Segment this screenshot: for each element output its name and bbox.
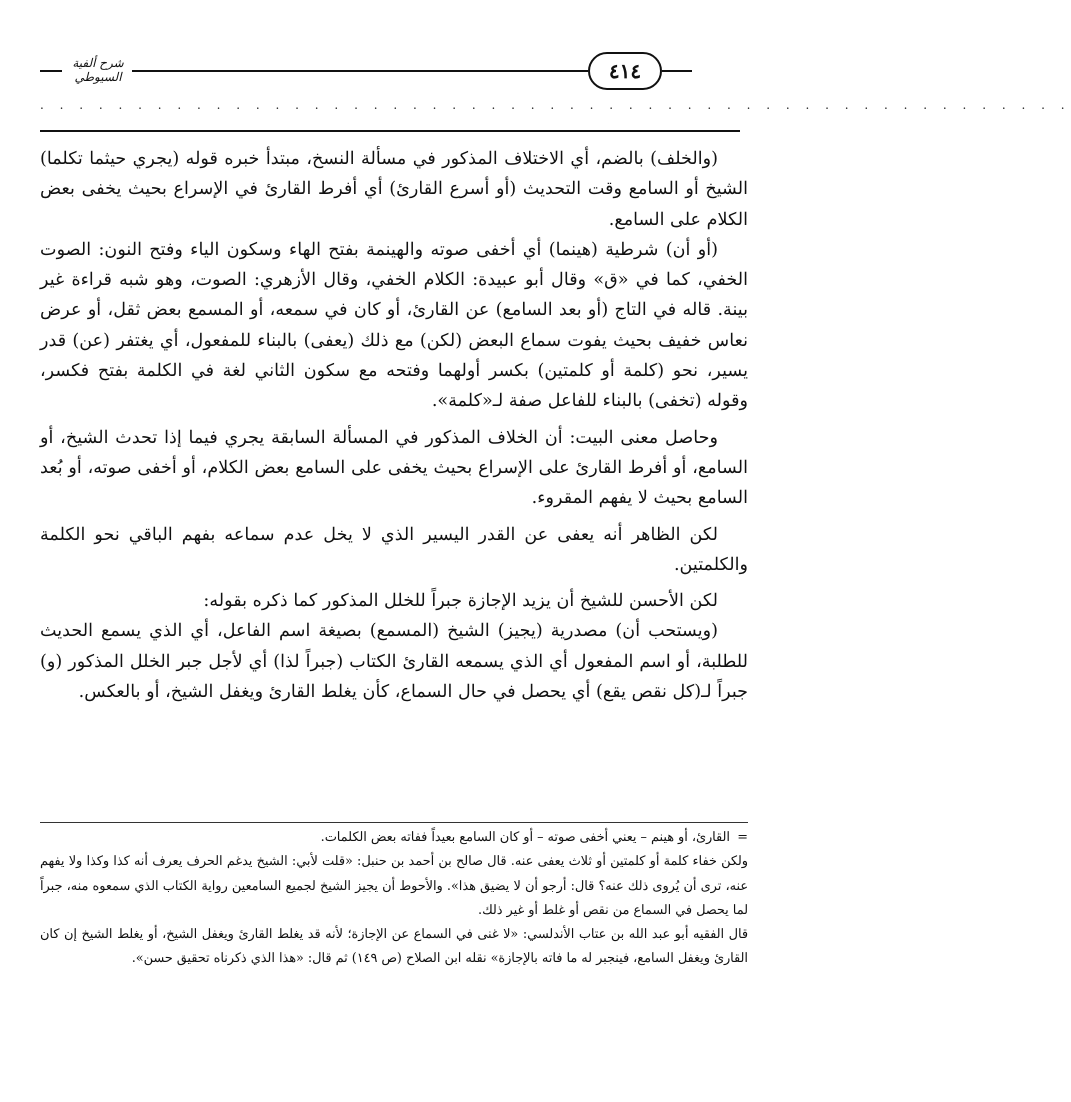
footnote-text: قال الفقيه أبو عبد الله بن عتاب الأندلسي: «لا غنى في السماع عن الإجازة؛ لأنه قد يغلط القارئ ويغفل الشيخ، أو يغلط الشيخ إن كان القارئ ويغفل السامع، فينجبر له ما فاته بالإجازة» نقله ابن الصلاح (ص ١٤٩) ثم قال: «هذا الذي ذكرناه تحقيق حسن». — [40, 927, 748, 967]
footnote-continuation-mark: = — [737, 830, 748, 845]
footnote-text: القارئ، أو هينم – يعني أخفى صوته – أو كان السامع بعيداً ففاته بعض الكلمات. — [320, 830, 730, 845]
dotted-divider: . . . . . . . . . . . . . . . . . . . . . . . . . . . . . . . . . . . . . . . . . . . . . . . . . . . . . — [40, 98, 1071, 112]
paragraph: لكن الظاهر أنه يعفى عن القدر اليسير الذي لا يخل عدم سماعه بفهم الباقي نحو الكلمة والكلمتين. — [40, 524, 748, 575]
footnote-separator — [40, 822, 748, 823]
paragraph: لكن الأحسن للشيخ أن يزيد الإجازة جبراً للخلل المذكور كما ذكره بقوله: — [203, 591, 718, 612]
running-title: شرح ألفية السيوطي — [72, 56, 124, 84]
paragraph: وحاصل معنى البيت: أن الخلاف المذكور في المسألة السابقة يجري فيما إذا تحدث الشيخ، أو السامع، أو أفرط القارئ على الإسراع بحيث يخفى على السامع بعض الكلام، أو أخفى صوته، أو بُعد السامع بحيث لا يفهم المقروء. — [40, 427, 748, 509]
page-number: ٤١٤ — [588, 52, 662, 90]
paragraph: (أو أن) شرطية (هينما) أي أخفى صوته والهينمة بفتح الهاء وسكون الياء وفتح النون: الصوت الخفي، كما في «ق» وقال أبو عبيدة: الكلام الخفي، وقال الأزهري: الصوت، وهو شبه قراءة غير بينة. قاله في التاج (أو بعد السامع) عن القارئ، أو كان في سمعه، أو المسمع بعض ثقل، أو عرض نعاس خفيف بحيث يفوت سماع البعض (لكن) مع ذلك (يعفى) بالبناء للمفعول، أي يغتفر (عن) قدر يسير، نحو (كلمة أو كلمتين) بكسر أولهما وفتحه مع سكون الثاني لغة في الكلمة بفتح فكسر، وقوله (تخفى) بالبناء للفاعل صفة لـ«كلمة». — [40, 239, 748, 412]
paragraph: (والخلف) بالضم، أي الاختلاف المذكور في مسألة النسخ، مبتدأ خبره قوله (يجري حيثما تكلما) الشيخ أو السامع وقت التحديث (أو أسرع القارئ) أي أفرط القارئ في الإسراع بحيث يخفى بعض الكلام على السامع. — [40, 149, 748, 230]
page-header — [40, 52, 740, 92]
header-rule — [662, 70, 692, 72]
header-rule — [40, 70, 62, 72]
footnotes — [40, 826, 748, 972]
footnote-text: ولكن خفاء كلمة أو كلمتين أو ثلاث يعفى عنه. قال صالح بن أحمد بن حنبل: «قلت لأبي: الشيخ يدغم الحرف يعرف أنه كذا وكذا ولا يفهم عنه، ترى أن يُروى ذلك عنه؟ قال: أرجو أن لا يضيق هذا». والأحوط أن يجيز الشيخ لجميع السامعين رواية الكتاب الذي سمعوه منه، جبراً لما يحصل في السماع من نقص أو غلط أو غير ذلك. — [40, 854, 748, 918]
top-rule — [40, 130, 740, 132]
main-text — [40, 144, 748, 707]
header-rule — [132, 70, 588, 72]
paragraph: (ويستحب أن) مصدرية (يجيز) الشيخ (المسمع) بصيغة اسم الفاعل، أي الذي يسمع الحديث للطلبة، أو اسم المفعول أي الذي يسمعه القارئ الكتاب (جبراً لذا) أي لأجل جبر الخلل المذكور (و) جبراً لـ(كل نقص يقع) أي يحصل في حال السماع، كأن يغلط القارئ ويغفل الشيخ، أو بالعكس. — [40, 621, 748, 703]
